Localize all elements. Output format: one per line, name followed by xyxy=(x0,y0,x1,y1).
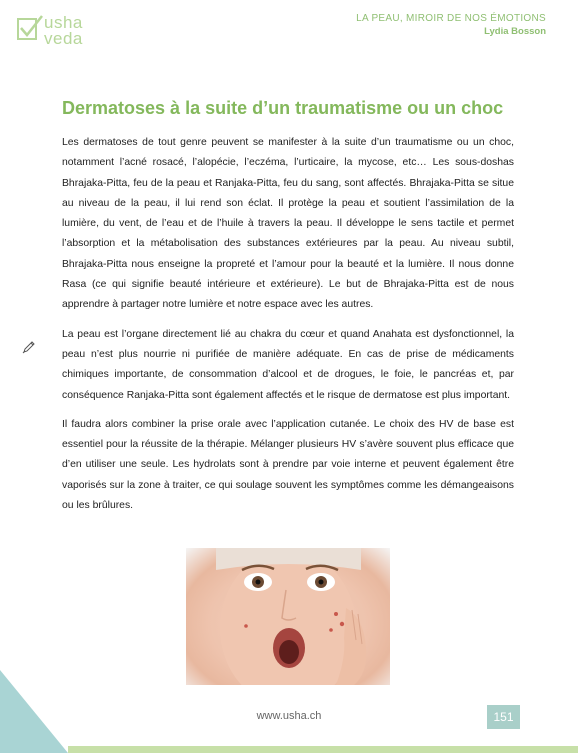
footer-url: www.usha.ch xyxy=(256,710,322,722)
author-name: Lydia Bosson xyxy=(484,26,546,37)
page-number: 151 xyxy=(487,705,520,729)
paragraph-1: Les dermatoses de tout genre peuvent se manifester à la suite d’un traumatisme ou un choc, notamment l’acné rosacé, l’alopécie, l’eczéma, l’urticaire, la mycose, etc… Les sous-doshas Bhrajaka-Pitta, feu de la peau et Ranjaka-Pitta, feu du sang, sont affectés. Bhrajaka-Pitta se situe au niveau de la peau, il lui rend son éclat. Il protège la peau et soutient l’assimilation de la lumière, du vent, de l’eau et de l’huile à travers la peau. Il développe le sens tactile et permet l’absorption et la métabolisation des substances extérieures par la peau. Au niveau subtil, Bhrajaka-Pitta nous enseigne la propreté et l’amour pour la beauté et la lumière. Il nous donne Rasa (ce qui signifie beauté intérieure et extérieure). Le but de Bhrajaka-Pitta est de nous apprendre à partager notre lumière et notre espace avec les autres. xyxy=(62,137,514,311)
paragraph-2: La peau est l’organe directement lié au chakra du cœur et quand Anahata est dysfonctionnel, la peau n’est plus nourrie ni purifiée de manière adéquate. En cas de prise de médicaments chimiques importante, de consommation d’alcool et de drogues, le foie, le pancréas et, par conséquence Ranjaka-Pitta sont également affectés et le risque de dermatose est plus important. xyxy=(62,328,514,401)
running-header xyxy=(356,13,546,37)
section-title: Dermatoses à la suite d’un traumatisme ou un choc xyxy=(62,98,504,118)
usha-veda-logo xyxy=(17,12,95,48)
book-title: LA PEAU, MIROIR DE NOS ÉMOTIONS xyxy=(356,13,546,24)
paragraph-3: Il faudra alors combiner la prise orale avec l’application cutanée. Le choix des HV de base est essentiel pour la réussite de la thérapie. Mélanger plusieurs HV s’avère souvent plus efficace que d’en utiliser une seule. Les hydrolats sont à prendre par voie interne et peuvent également être vaporisés sur la zone à traiter, ce qui soulage souvent les symptômes comme les démangeaisons ou les brûlures. xyxy=(62,418,514,512)
surprised-woman-photo xyxy=(186,548,390,685)
corner-decoration xyxy=(0,670,68,753)
logo-checkmark-icon xyxy=(17,14,43,44)
logo-word-veda: veda xyxy=(44,29,83,48)
body-text xyxy=(62,133,514,525)
logo-word-usha: usha xyxy=(44,13,83,32)
pen-icon xyxy=(22,340,36,354)
bottom-bar xyxy=(68,746,578,753)
